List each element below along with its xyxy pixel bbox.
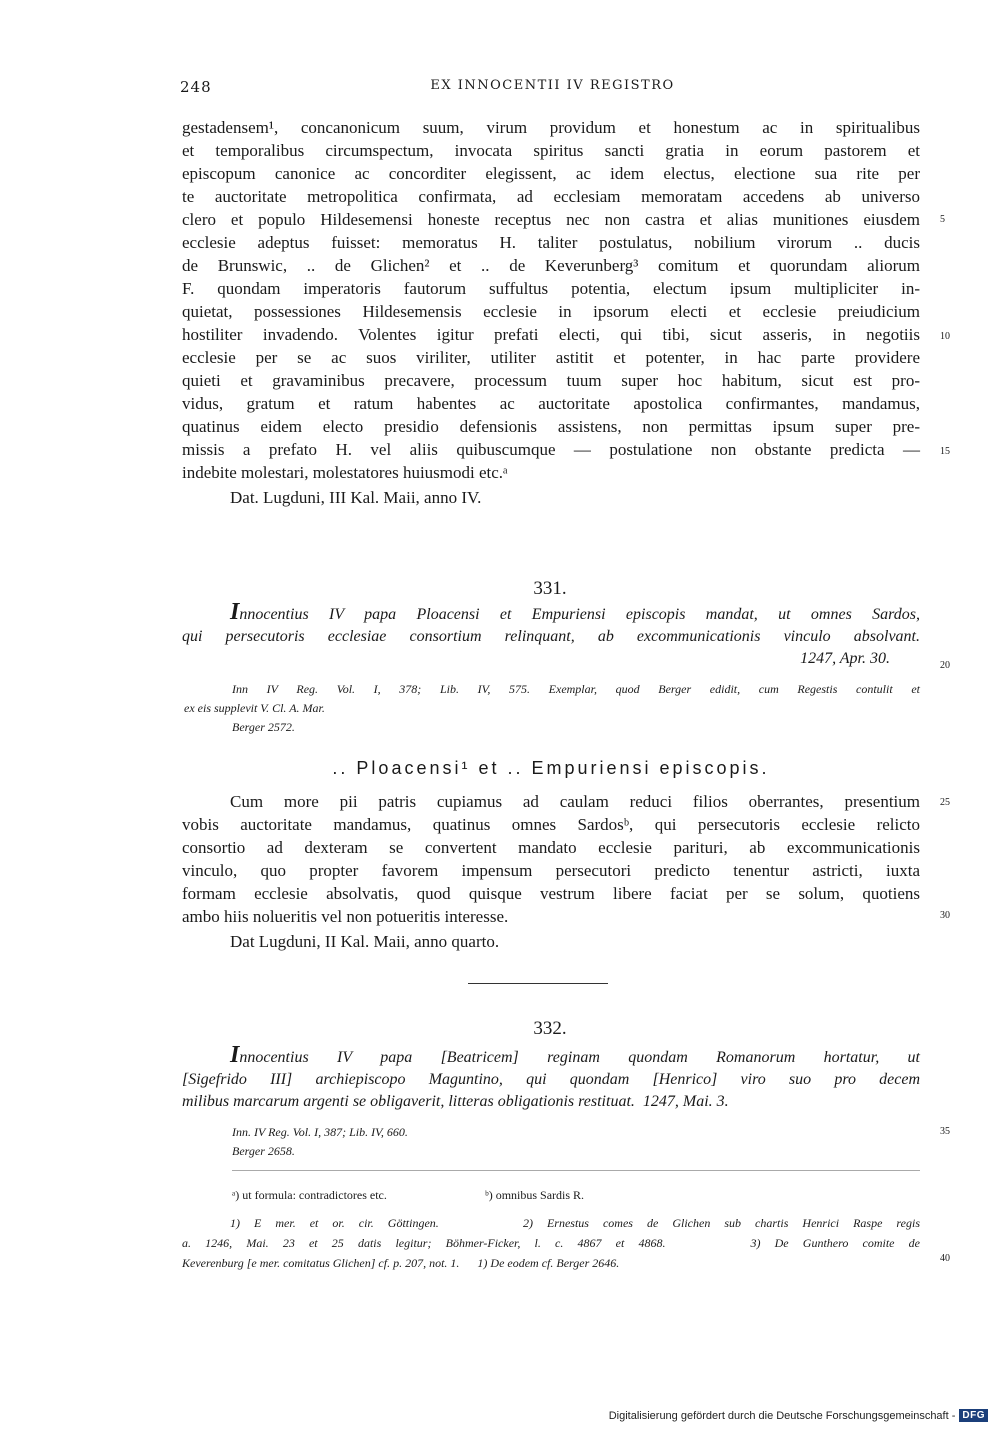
editorial-footnotes	[182, 1213, 920, 1273]
text-line: gestadensem¹, concanonicum suum, virum providum et honestum ac in spiritualibus	[182, 118, 920, 137]
line-number: 15	[940, 446, 950, 457]
line-number: 30	[940, 910, 950, 921]
line-number: 35	[940, 1126, 950, 1137]
page-header	[180, 78, 925, 98]
page-number: 248	[180, 78, 212, 96]
text-line: episcopum canonice ac concorditer elegissent, ac idem electus, electione sua rite per	[182, 164, 920, 183]
regest-date: 1247, Apr. 30.	[800, 650, 890, 667]
document-number-331: 331.	[533, 578, 567, 599]
dfg-logo: DFG	[959, 1409, 988, 1422]
edition: Berger 2658.	[232, 1144, 295, 1158]
text-line: hostiliter invadendo. Volentes igitur prefati electi, qui tibi, sicut asseris, in negotiis	[182, 325, 920, 344]
text-line: Cum more pii patris cupiamus ad caulam reduci filios oberrantes, presentium	[230, 792, 920, 811]
text-line: ecclesie per se ac suos viriliter, utiliter astitit et potenter, in hac parte providere	[182, 348, 920, 367]
text-line: ecclesie adeptus fuisset: memoratus H. taliter postulatus, nobilium virorum .. ducis	[182, 233, 920, 252]
text-line: vobis auctoritate mandamus, quatinus omnes Sardosᵇ, qui persecutoris ecclesie relicto	[182, 815, 920, 834]
text-line: de Brunswic, .. de Glichen² et .. de Keverunberg³ comitum et quorundam aliorum	[182, 256, 920, 275]
text-line: missis a prefato H. vel aliis quibuscumque — postulatione non obstante predicta —	[182, 440, 920, 459]
funding-text: Digitalisierung gefördert durch die Deutsche Forschungsgemeinschaft -	[608, 1409, 956, 1422]
text-line: F. quondam imperatoris fautorum suffultus potentia, electum ipsum multipliciter in-	[182, 279, 920, 298]
line-number: 25	[940, 797, 950, 808]
text-line: quietat, possessiones Hildesemensis ecclesie in ipsorum electi et ecclesie preiudicium	[182, 302, 920, 321]
footnote-divider	[232, 1170, 920, 1171]
address-331: .. Ploacensi¹ et .. Empuriensi episcopis.	[332, 758, 770, 778]
text-line: te auctoritate metropolitica confirmata, ad ecclesiam memoratam accedens ab universo	[182, 187, 920, 206]
section-divider	[468, 983, 608, 984]
doc331-text	[182, 790, 920, 953]
text-line: indebite molestari, molestatores huiusmodi etc.ᵃ	[182, 463, 508, 482]
regest-332	[182, 1044, 920, 1113]
text-line: clero et populo Hildesemensi honeste receptus nec non castra et alias munitiones eiusdem	[182, 210, 920, 229]
line-number: 5	[940, 214, 945, 225]
document-number-332: 332.	[533, 1018, 567, 1039]
regest-line-1: Innocentius IV papa Ploacensi et Empuriensi episcopis mandat, ut omnes Sardos,	[230, 599, 920, 625]
edition: Berger 2572.	[232, 720, 295, 734]
running-title: EX INNOCENTII IV REGISTRO	[430, 78, 675, 93]
regest-initial: I	[230, 1042, 240, 1068]
footnote-line: 1) E mer. et or. cir. Göttingen. 2) Ernestus comes de Glichen sub chartis Henrici Raspe regis	[230, 1216, 920, 1230]
text-line: vinculo, quo propter favorem impensum persecutori predicto tenentur astricti, iuxta	[182, 861, 920, 880]
text-line: consortio ad dexteram se convertent mandato ecclesie parituri, ab excommunicationis	[182, 838, 920, 857]
variant-footnotes	[182, 1185, 920, 1205]
funding-footer	[609, 1409, 988, 1422]
text-line: formam ecclesie absolvatis, quod quisque vestrum libere faciat per se solum, quotiens	[182, 884, 920, 903]
source-line: Inn. IV Reg. Vol. I, 387; Lib. IV, 660.	[232, 1125, 408, 1139]
regest-date: 1247, Mai. 3.	[642, 1093, 729, 1110]
line-number: 20	[940, 660, 950, 671]
regest-line-2: qui persecutoris ecclesiae consortium relinquant, ab excommunicationis vinculo absolvant.	[182, 628, 920, 645]
variant-note-a: ᵃ) ut formula: contradictores etc.	[232, 1188, 387, 1202]
regest-line-2: [Sigefrido III] archiepiscopo Maguntino, qui quondam [Henrico] viro suo pro decem	[182, 1071, 920, 1088]
regest-line-1: Innocentius IV papa [Beatricem] reginam quondam Romanorum hortatur, ut	[230, 1042, 920, 1068]
regest-initial: I	[230, 599, 240, 625]
text-line: et temporalibus circumspectum, invocata spiritus sancti gratia in eorum pastorem et	[182, 141, 920, 160]
line-number: 10	[940, 331, 950, 342]
footnote-line: Keverenburg [e mer. comitatus Glichen] cf. p. 207, not. 1. 1) De eodem cf. Berger 2646.	[182, 1256, 620, 1270]
regest-line-3: milibus marcarum argenti se obligaverit, litteras obligationis restituat. 1247, Mai. 3.	[182, 1093, 729, 1110]
source-line: Inn IV Reg. Vol. I, 378; Lib. IV, 575. Exemplar, quod Berger edidit, cum Regestis contulit et	[232, 682, 920, 696]
text-line: quatinus eidem electo presidio defensionis assistens, non permittas ipsum super pre-	[182, 417, 920, 436]
text-line: vidus, gratum et ratum habentes ac auctoritate apostolica confirmantes, mandamus,	[182, 394, 920, 413]
footnote-line: a. 1246, Mai. 23 et 25 datis legitur; Böhmer-Ficker, l. c. 4867 et 4868. 3) De Gunthero comite de	[182, 1236, 920, 1250]
text-line: ambo hiis nolueritis vel non potueritis interesse.	[182, 907, 509, 926]
dating-line: Dat. Lugduni, III Kal. Maii, anno IV.	[230, 488, 482, 507]
source-line: ex eis supplevit V. Cl. A. Mar.	[184, 701, 325, 715]
source-332	[232, 1123, 920, 1161]
source-331	[184, 680, 920, 737]
regest-331	[182, 601, 920, 670]
line-number: 40	[940, 1253, 950, 1264]
text-line: quieti et gravaminibus precavere, processum tuum super hoc habitum, sicut est pro-	[182, 371, 920, 390]
prev-document-text	[182, 116, 920, 509]
variant-note-b: ᵇ) omnibus Sardis R.	[485, 1188, 585, 1202]
dating-line: Dat Lugduni, II Kal. Maii, anno quarto.	[230, 932, 500, 951]
